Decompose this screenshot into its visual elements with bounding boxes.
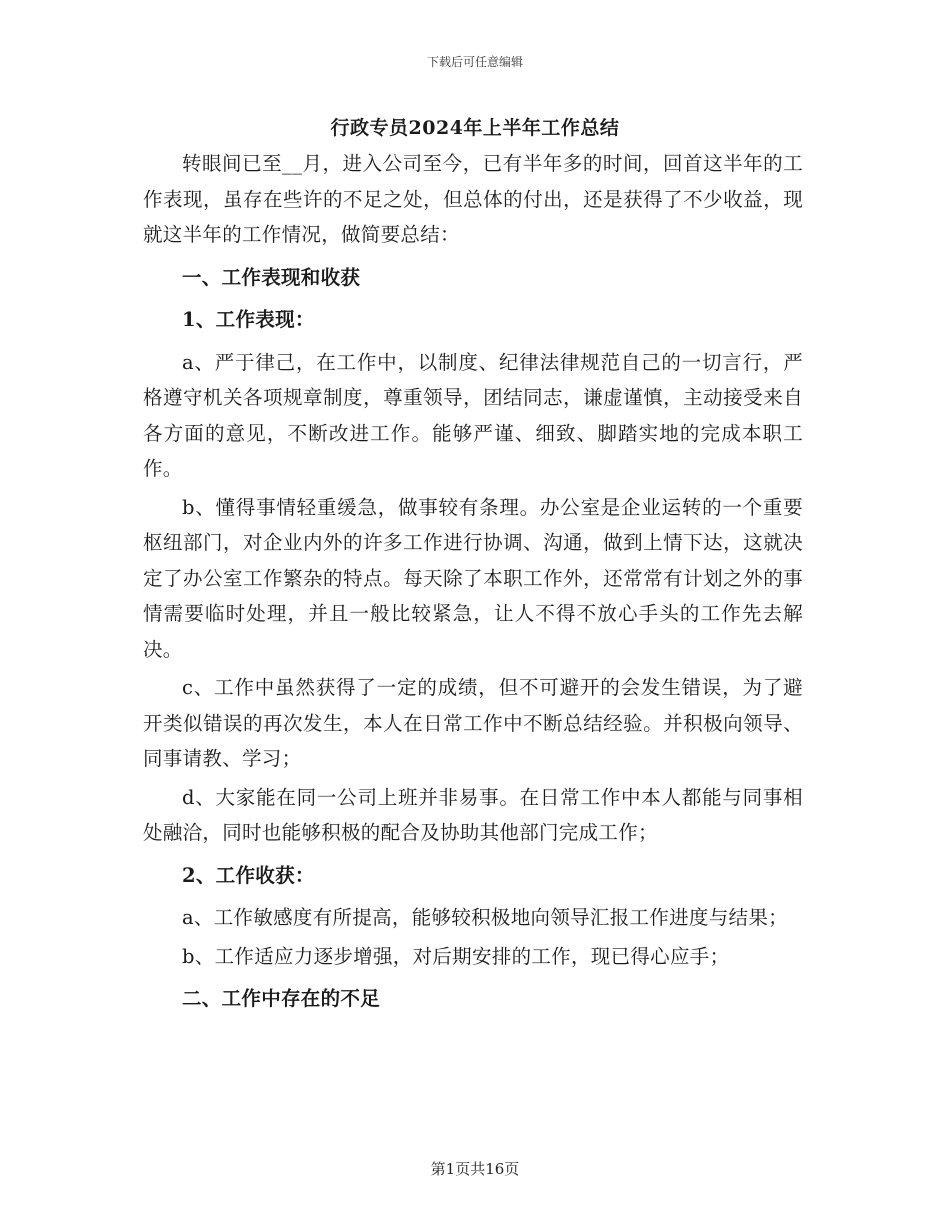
- subsection-heading-work-performance: 1、工作表现：: [182, 308, 315, 331]
- section-heading-2: 二、工作中存在的不足: [182, 987, 381, 1010]
- section-heading-1: 一、工作表现和收获: [182, 265, 361, 289]
- header-note: 下载后可任意编辑: [426, 55, 523, 69]
- gains-item-b: b、工作适应力逐步增强，对后期安排的工作，现已得心应手；: [182, 944, 730, 968]
- document-title: 行政专员2024年上半年工作总结: [330, 117, 620, 139]
- performance-item-a: a、严于律己，在工作中，以制度、纪律法律规范自己的一切言行，严格遵守机关各项规章制度，尊重领导，团结同志，谦虚谨慎，主动接受来自各方面的意见，不断改进工作。能够严谨、细致、脚踏实地的完成本职工作。: [143, 350, 803, 480]
- document-body: [143, 146, 803, 1024]
- page-number-footer: 第1页共16页: [430, 1160, 520, 1178]
- performance-item-d: d、大家能在同一公司上班并非易事。在日常工作中本人都能与同事相处融洽，同时也能够积极的配合及协助其他部门完成工作；: [143, 785, 803, 844]
- subsection-heading-work-gains: 2、工作收获：: [182, 863, 315, 887]
- performance-item-c: c、工作中虽然获得了一定的成绩，但不可避开的会发生错误，为了避开类似错误的再次发生，本人在日常工作中不断总结经验。并积极向领导、同事请教、学习；: [143, 676, 803, 770]
- gains-item-a: a、工作敏感度有所提高，能够较积极地向领导汇报工作进度与结果；: [182, 906, 788, 929]
- performance-item-b: b、懂得事情轻重缓急，做事较有条理。办公室是企业运转的一个重要枢纽部门，对企业内外的许多工作进行协调、沟通，做到上情下达，这就决定了办公室工作繁杂的特点。每天除了本职工作外，还常常有计划之外的事情需要临时处理，并且一般比较紧急，让人不得不放心手头的工作先去解决。: [143, 495, 803, 661]
- intro-paragraph: 转眼间已至__月，进入公司至今，已有半年多的时间，回首这半年的工作表现，虽存在些许的不足之处，但总体的付出，还是获得了不少收益，现就这半年的工作情况，做简要总结：: [143, 152, 803, 246]
